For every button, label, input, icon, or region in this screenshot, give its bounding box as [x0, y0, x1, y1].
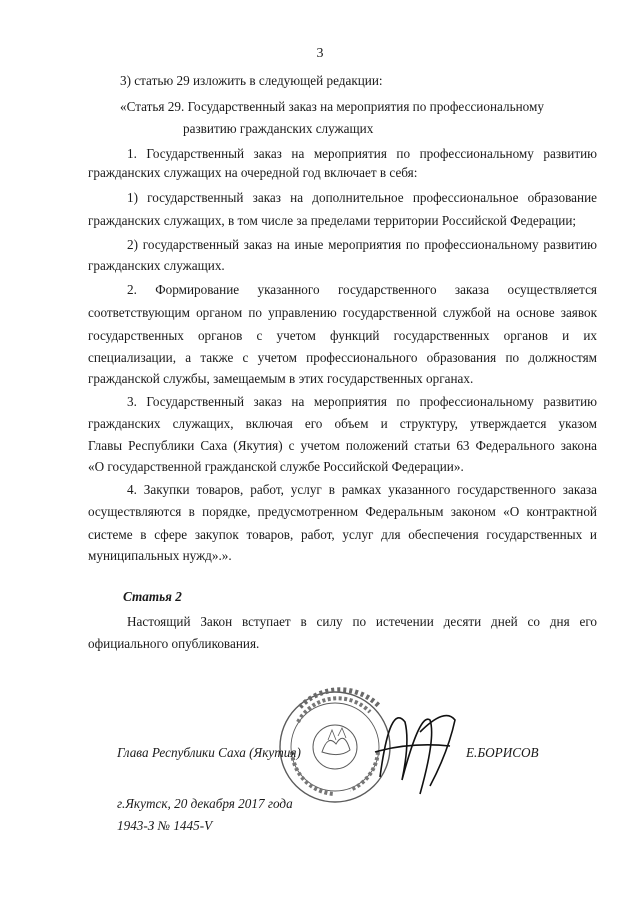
text-line: гражданских служащих.: [88, 258, 225, 273]
place-date: г.Якутск, 20 декабря 2017 года: [117, 796, 293, 811]
text-line: соответствующим органом по управлению государственной службой на основе заявок: [88, 305, 597, 320]
article29-title-line2: развитию гражданских служащих: [183, 121, 374, 136]
text-line: 4. Закупки товаров, работ, услуг в рамках указанного государственного заказа: [127, 482, 597, 497]
text-line: 2) государственный заказ на иные мероприятия по профессиональному развитию: [127, 237, 597, 252]
text-line: системе в сфере закупок товаров, работ, услуг для обеспечения государственных и: [88, 527, 597, 542]
article2-text-line1: Настоящий Закон вступает в силу по истечении десяти дней со дня его: [127, 614, 597, 629]
article2-text-line2: официального опубликования.: [88, 636, 260, 651]
text-line: гражданской службы, замещаемым в этих государственных органах.: [88, 371, 474, 386]
text-line: государственных органов с учетом функций государственных органов и их: [88, 328, 597, 343]
text-line: специализации, а также с учетом профессионального образования по должностям: [88, 350, 597, 365]
document-number: 1943-З № 1445-V: [117, 818, 213, 833]
text-line: 2. Формирование указанного государственного заказа осуществляется: [127, 282, 597, 297]
text-line: осуществляются в порядке, предусмотренном Федеральным законом «О контрактной: [88, 504, 597, 519]
text-line: 3. Государственный заказ на мероприятия по профессиональному развитию: [127, 394, 597, 409]
text-line: гражданских служащих на очередной год включает в себя:: [88, 165, 418, 180]
article29-title-line1: «Статья 29. Государственный заказ на мероприятия по профессиональному: [120, 99, 544, 114]
text-line: 1) государственный заказ на дополнительное профессиональное образование: [127, 190, 597, 205]
page-number: 3: [316, 46, 324, 61]
intro-line: 3) статью 29 изложить в следующей редакции:: [120, 73, 383, 88]
text-line: гражданских служащих, включая его объем и структуру, утверждается указом: [88, 416, 597, 431]
text-line: муниципальных нужд».».: [88, 548, 232, 563]
signer-name: Е.БОРИСОВ: [466, 745, 539, 760]
text-line: гражданских служащих, в том числе за пределами территории Российской Федерации;: [88, 213, 577, 228]
text-line: Главы Республики Саха (Якутия) с учетом положений статьи 63 Федерального закона: [88, 438, 597, 453]
text-line: «О государственной гражданской службе Российской Федерации».: [88, 459, 464, 474]
article2-heading: Статья 2: [123, 589, 182, 604]
text-line: 1. Государственный заказ на мероприятия по профессиональному развитию: [127, 146, 597, 161]
signer-position: Глава Республики Саха (Якутия): [117, 745, 301, 760]
